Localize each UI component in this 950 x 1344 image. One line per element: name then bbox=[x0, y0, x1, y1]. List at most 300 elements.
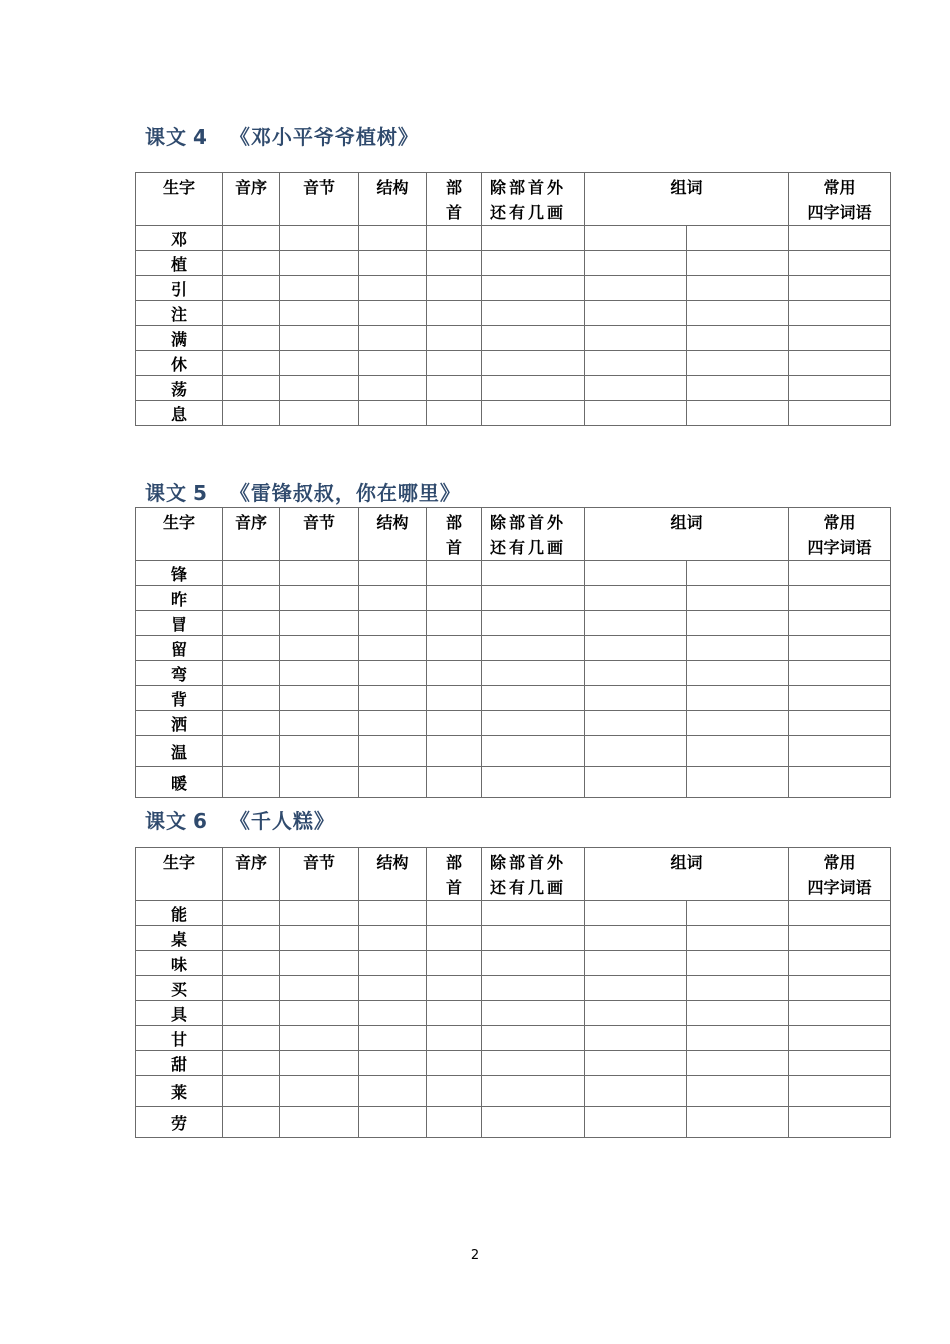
chengyu-cell[interactable] bbox=[789, 1001, 891, 1026]
header-bushou-line1: 部 bbox=[445, 853, 462, 872]
chengyu-cell[interactable] bbox=[789, 351, 891, 376]
zuci-cell-1[interactable] bbox=[585, 1001, 687, 1026]
bushou-cell[interactable] bbox=[427, 251, 482, 276]
jiegou-cell[interactable] bbox=[359, 951, 427, 976]
bihua-cell[interactable] bbox=[482, 1026, 585, 1051]
chengyu-cell[interactable] bbox=[789, 301, 891, 326]
chengyu-cell[interactable] bbox=[789, 686, 891, 711]
jiegou-cell[interactable] bbox=[359, 1107, 427, 1138]
yinxu-cell[interactable] bbox=[223, 251, 280, 276]
char-row bbox=[136, 951, 891, 976]
yinxu-cell[interactable] bbox=[223, 326, 280, 351]
header-bushou bbox=[427, 173, 482, 226]
chengyu-cell[interactable] bbox=[789, 926, 891, 951]
zuci-cell-2[interactable] bbox=[687, 1076, 789, 1107]
chengyu-cell[interactable] bbox=[789, 251, 891, 276]
zuci-cell-1[interactable] bbox=[585, 226, 687, 251]
char-cell: 冒 bbox=[136, 611, 223, 636]
chengyu-cell[interactable] bbox=[789, 586, 891, 611]
char-cell: 引 bbox=[136, 276, 223, 301]
char-cell: 锋 bbox=[136, 561, 223, 586]
header-yinjie: 音节 bbox=[280, 848, 359, 901]
header-jiegou: 结构 bbox=[359, 848, 427, 901]
header-yinxu: 音序 bbox=[223, 508, 280, 561]
bihua-cell[interactable] bbox=[482, 1076, 585, 1107]
jiegou-cell[interactable] bbox=[359, 736, 427, 767]
char-row bbox=[136, 301, 891, 326]
zuci-cell-2[interactable] bbox=[687, 1001, 789, 1026]
yinxu-cell[interactable] bbox=[223, 636, 280, 661]
zuci-cell-1[interactable] bbox=[585, 301, 687, 326]
jiegou-cell[interactable] bbox=[359, 376, 427, 401]
jiegou-cell[interactable] bbox=[359, 251, 427, 276]
char-row bbox=[136, 326, 891, 351]
yinxu-cell[interactable] bbox=[223, 736, 280, 767]
yinxu-cell[interactable] bbox=[223, 901, 280, 926]
header-bushou bbox=[427, 848, 482, 901]
bihua-cell[interactable] bbox=[482, 951, 585, 976]
zuci-cell-1[interactable] bbox=[585, 1076, 687, 1107]
char-cell: 莱 bbox=[136, 1076, 223, 1107]
zuci-cell-2[interactable] bbox=[687, 901, 789, 926]
jiegou-cell[interactable] bbox=[359, 226, 427, 251]
yinxu-cell[interactable] bbox=[223, 401, 280, 426]
zuci-cell-1[interactable] bbox=[585, 1107, 687, 1138]
header-chengyu-line1: 常用 bbox=[823, 853, 856, 872]
header-stroke-line2: 还有几画 bbox=[490, 538, 567, 557]
char-row bbox=[136, 1107, 891, 1138]
jiegou-cell[interactable] bbox=[359, 1001, 427, 1026]
bihua-cell[interactable] bbox=[482, 586, 585, 611]
char-cell: 息 bbox=[136, 401, 223, 426]
yinjie-cell[interactable] bbox=[280, 711, 359, 736]
bushou-cell[interactable] bbox=[427, 376, 482, 401]
char-cell: 温 bbox=[136, 736, 223, 767]
header-jiegou: 结构 bbox=[359, 508, 427, 561]
yinxu-cell[interactable] bbox=[223, 561, 280, 586]
bihua-cell[interactable] bbox=[482, 1107, 585, 1138]
zuci-cell-2[interactable] bbox=[687, 251, 789, 276]
zuci-cell-2[interactable] bbox=[687, 976, 789, 1001]
zuci-cell-2[interactable] bbox=[687, 226, 789, 251]
jiegou-cell[interactable] bbox=[359, 276, 427, 301]
header-stroke-count bbox=[482, 173, 585, 226]
header-chengyu-line2: 四字词语 bbox=[807, 538, 872, 557]
header-row bbox=[136, 848, 891, 901]
char-cell: 昨 bbox=[136, 586, 223, 611]
lesson-name: 《千人糕》 bbox=[229, 809, 335, 833]
zuci-cell-2[interactable] bbox=[687, 951, 789, 976]
bushou-cell[interactable] bbox=[427, 326, 482, 351]
jiegou-cell[interactable] bbox=[359, 1076, 427, 1107]
lesson-number: 6 bbox=[193, 809, 208, 833]
chengyu-cell[interactable] bbox=[789, 326, 891, 351]
zuci-cell-2[interactable] bbox=[687, 926, 789, 951]
bushou-cell[interactable] bbox=[427, 636, 482, 661]
bushou-cell[interactable] bbox=[427, 401, 482, 426]
yinxu-cell[interactable] bbox=[223, 951, 280, 976]
chengyu-cell[interactable] bbox=[789, 226, 891, 251]
zuci-cell-1[interactable] bbox=[585, 401, 687, 426]
bushou-cell[interactable] bbox=[427, 736, 482, 767]
header-bushou-line2: 首 bbox=[445, 538, 462, 557]
yinxu-cell[interactable] bbox=[223, 686, 280, 711]
yinxu-cell[interactable] bbox=[223, 661, 280, 686]
worksheet-table-lesson-6 bbox=[135, 847, 891, 1138]
yinjie-cell[interactable] bbox=[280, 276, 359, 301]
chengyu-cell[interactable] bbox=[789, 976, 891, 1001]
bihua-cell[interactable] bbox=[482, 976, 585, 1001]
bihua-cell[interactable] bbox=[482, 251, 585, 276]
bushou-cell[interactable] bbox=[427, 1026, 482, 1051]
chengyu-cell[interactable] bbox=[789, 376, 891, 401]
lesson-number: 5 bbox=[193, 481, 208, 505]
zuci-cell-2[interactable] bbox=[687, 586, 789, 611]
chengyu-cell[interactable] bbox=[789, 736, 891, 767]
bushou-cell[interactable] bbox=[427, 276, 482, 301]
yinjie-cell[interactable] bbox=[280, 401, 359, 426]
chengyu-cell[interactable] bbox=[789, 611, 891, 636]
yinjie-cell[interactable] bbox=[280, 1076, 359, 1107]
header-stroke-line1: 除部首外 bbox=[490, 178, 567, 197]
bushou-cell[interactable] bbox=[427, 1076, 482, 1107]
chengyu-cell[interactable] bbox=[789, 561, 891, 586]
bihua-cell[interactable] bbox=[482, 326, 585, 351]
yinxu-cell[interactable] bbox=[223, 351, 280, 376]
yinjie-cell[interactable] bbox=[280, 301, 359, 326]
header-stroke-line2: 还有几画 bbox=[490, 878, 567, 897]
yinxu-cell[interactable] bbox=[223, 711, 280, 736]
header-chengyu-line1: 常用 bbox=[823, 513, 856, 532]
jiegou-cell[interactable] bbox=[359, 901, 427, 926]
jiegou-cell[interactable] bbox=[359, 326, 427, 351]
zuci-cell-2[interactable] bbox=[687, 351, 789, 376]
char-row bbox=[136, 901, 891, 926]
header-shengzi: 生字 bbox=[136, 848, 223, 901]
zuci-cell-1[interactable] bbox=[585, 901, 687, 926]
yinxu-cell[interactable] bbox=[223, 1107, 280, 1138]
bushou-cell[interactable] bbox=[427, 926, 482, 951]
zuci-cell-1[interactable] bbox=[585, 686, 687, 711]
char-cell: 暖 bbox=[136, 767, 223, 798]
lesson-title-5 bbox=[145, 477, 461, 506]
lesson-name: 《邓小平爷爷植树》 bbox=[229, 125, 419, 149]
bushou-cell[interactable] bbox=[427, 1107, 482, 1138]
jiegou-cell[interactable] bbox=[359, 611, 427, 636]
page-number: 2 bbox=[470, 1248, 480, 1263]
bihua-cell[interactable] bbox=[482, 1051, 585, 1076]
bihua-cell[interactable] bbox=[482, 736, 585, 767]
zuci-cell-2[interactable] bbox=[687, 301, 789, 326]
char-cell: 劳 bbox=[136, 1107, 223, 1138]
zuci-cell-1[interactable] bbox=[585, 611, 687, 636]
zuci-cell-2[interactable] bbox=[687, 686, 789, 711]
char-row bbox=[136, 686, 891, 711]
yinjie-cell[interactable] bbox=[280, 351, 359, 376]
char-cell: 甜 bbox=[136, 1051, 223, 1076]
jiegou-cell[interactable] bbox=[359, 586, 427, 611]
lesson-name: 《雷锋叔叔，你在哪里》 bbox=[229, 481, 461, 505]
jiegou-cell[interactable] bbox=[359, 686, 427, 711]
header-yinxu: 音序 bbox=[223, 848, 280, 901]
char-cell: 弯 bbox=[136, 661, 223, 686]
zuci-cell-1[interactable] bbox=[585, 661, 687, 686]
zuci-cell-1[interactable] bbox=[585, 251, 687, 276]
yinxu-cell[interactable] bbox=[223, 611, 280, 636]
chengyu-cell[interactable] bbox=[789, 1051, 891, 1076]
jiegou-cell[interactable] bbox=[359, 351, 427, 376]
bihua-cell[interactable] bbox=[482, 661, 585, 686]
yinjie-cell[interactable] bbox=[280, 951, 359, 976]
lesson-label: 课文 bbox=[145, 809, 187, 833]
chengyu-cell[interactable] bbox=[789, 711, 891, 736]
char-row bbox=[136, 376, 891, 401]
bihua-cell[interactable] bbox=[482, 926, 585, 951]
zuci-cell-2[interactable] bbox=[687, 636, 789, 661]
bushou-cell[interactable] bbox=[427, 711, 482, 736]
zuci-cell-1[interactable] bbox=[585, 767, 687, 798]
yinxu-cell[interactable] bbox=[223, 226, 280, 251]
bushou-cell[interactable] bbox=[427, 951, 482, 976]
chengyu-cell[interactable] bbox=[789, 661, 891, 686]
bihua-cell[interactable] bbox=[482, 301, 585, 326]
bushou-cell[interactable] bbox=[427, 586, 482, 611]
zuci-cell-2[interactable] bbox=[687, 401, 789, 426]
char-row bbox=[136, 1076, 891, 1107]
bihua-cell[interactable] bbox=[482, 1001, 585, 1026]
jiegou-cell[interactable] bbox=[359, 1026, 427, 1051]
yinjie-cell[interactable] bbox=[280, 901, 359, 926]
bushou-cell[interactable] bbox=[427, 351, 482, 376]
header-shengzi: 生字 bbox=[136, 173, 223, 226]
yinjie-cell[interactable] bbox=[280, 1051, 359, 1076]
char-row bbox=[136, 611, 891, 636]
yinxu-cell[interactable] bbox=[223, 1026, 280, 1051]
bushou-cell[interactable] bbox=[427, 901, 482, 926]
char-cell: 买 bbox=[136, 976, 223, 1001]
lesson-label: 课文 bbox=[145, 125, 187, 149]
header-zuci: 组词 bbox=[585, 508, 789, 561]
header-row bbox=[136, 508, 891, 561]
jiegou-cell[interactable] bbox=[359, 1051, 427, 1076]
bihua-cell[interactable] bbox=[482, 611, 585, 636]
yinxu-cell[interactable] bbox=[223, 976, 280, 1001]
header-shengzi: 生字 bbox=[136, 508, 223, 561]
header-zuci: 组词 bbox=[585, 848, 789, 901]
zuci-cell-1[interactable] bbox=[585, 586, 687, 611]
yinxu-cell[interactable] bbox=[223, 926, 280, 951]
bihua-cell[interactable] bbox=[482, 767, 585, 798]
yinjie-cell[interactable] bbox=[280, 767, 359, 798]
zuci-cell-2[interactable] bbox=[687, 1107, 789, 1138]
yinjie-cell[interactable] bbox=[280, 376, 359, 401]
char-row bbox=[136, 926, 891, 951]
char-cell: 邓 bbox=[136, 226, 223, 251]
yinjie-cell[interactable] bbox=[280, 251, 359, 276]
bihua-cell[interactable] bbox=[482, 376, 585, 401]
zuci-cell-2[interactable] bbox=[687, 611, 789, 636]
lesson-title-6 bbox=[145, 805, 335, 834]
zuci-cell-1[interactable] bbox=[585, 326, 687, 351]
header-stroke-line1: 除部首外 bbox=[490, 853, 567, 872]
yinxu-cell[interactable] bbox=[223, 1001, 280, 1026]
jiegou-cell[interactable] bbox=[359, 301, 427, 326]
zuci-cell-1[interactable] bbox=[585, 1051, 687, 1076]
jiegou-cell[interactable] bbox=[359, 401, 427, 426]
zuci-cell-1[interactable] bbox=[585, 561, 687, 586]
bushou-cell[interactable] bbox=[427, 226, 482, 251]
bihua-cell[interactable] bbox=[482, 711, 585, 736]
bushou-cell[interactable] bbox=[427, 767, 482, 798]
chengyu-cell[interactable] bbox=[789, 636, 891, 661]
header-yinxu: 音序 bbox=[223, 173, 280, 226]
bihua-cell[interactable] bbox=[482, 276, 585, 301]
zuci-cell-2[interactable] bbox=[687, 561, 789, 586]
header-chengyu-line2: 四字词语 bbox=[807, 878, 872, 897]
char-cell: 背 bbox=[136, 686, 223, 711]
yinjie-cell[interactable] bbox=[280, 586, 359, 611]
zuci-cell-2[interactable] bbox=[687, 711, 789, 736]
zuci-cell-1[interactable] bbox=[585, 351, 687, 376]
header-bushou bbox=[427, 508, 482, 561]
yinxu-cell[interactable] bbox=[223, 586, 280, 611]
header-chengyu-line2: 四字词语 bbox=[807, 203, 872, 222]
char-row bbox=[136, 586, 891, 611]
zuci-cell-2[interactable] bbox=[687, 1026, 789, 1051]
chengyu-cell[interactable] bbox=[789, 401, 891, 426]
chengyu-cell[interactable] bbox=[789, 1026, 891, 1051]
char-row bbox=[136, 711, 891, 736]
char-row bbox=[136, 736, 891, 767]
yinjie-cell[interactable] bbox=[280, 976, 359, 1001]
yinjie-cell[interactable] bbox=[280, 926, 359, 951]
char-cell: 满 bbox=[136, 326, 223, 351]
bushou-cell[interactable] bbox=[427, 1001, 482, 1026]
yinjie-cell[interactable] bbox=[280, 686, 359, 711]
jiegou-cell[interactable] bbox=[359, 661, 427, 686]
char-cell: 植 bbox=[136, 251, 223, 276]
yinjie-cell[interactable] bbox=[280, 1001, 359, 1026]
header-row bbox=[136, 173, 891, 226]
char-row bbox=[136, 351, 891, 376]
bihua-cell[interactable] bbox=[482, 636, 585, 661]
yinjie-cell[interactable] bbox=[280, 226, 359, 251]
jiegou-cell[interactable] bbox=[359, 926, 427, 951]
lesson-title-4 bbox=[145, 121, 419, 150]
bihua-cell[interactable] bbox=[482, 686, 585, 711]
bushou-cell[interactable] bbox=[427, 976, 482, 1001]
char-cell: 洒 bbox=[136, 711, 223, 736]
jiegou-cell[interactable] bbox=[359, 636, 427, 661]
bushou-cell[interactable] bbox=[427, 561, 482, 586]
zuci-cell-2[interactable] bbox=[687, 767, 789, 798]
zuci-cell-2[interactable] bbox=[687, 736, 789, 767]
jiegou-cell[interactable] bbox=[359, 711, 427, 736]
zuci-cell-1[interactable] bbox=[585, 976, 687, 1001]
chengyu-cell[interactable] bbox=[789, 1107, 891, 1138]
zuci-cell-2[interactable] bbox=[687, 276, 789, 301]
worksheet-table-lesson-5 bbox=[135, 507, 891, 798]
char-cell: 注 bbox=[136, 301, 223, 326]
zuci-cell-1[interactable] bbox=[585, 276, 687, 301]
char-row bbox=[136, 1001, 891, 1026]
char-row bbox=[136, 661, 891, 686]
char-row bbox=[136, 401, 891, 426]
zuci-cell-1[interactable] bbox=[585, 711, 687, 736]
yinxu-cell[interactable] bbox=[223, 1076, 280, 1107]
zuci-cell-2[interactable] bbox=[687, 376, 789, 401]
char-row bbox=[136, 276, 891, 301]
bushou-cell[interactable] bbox=[427, 1051, 482, 1076]
yinjie-cell[interactable] bbox=[280, 561, 359, 586]
char-row bbox=[136, 251, 891, 276]
yinxu-cell[interactable] bbox=[223, 376, 280, 401]
char-cell: 能 bbox=[136, 901, 223, 926]
yinjie-cell[interactable] bbox=[280, 1107, 359, 1138]
yinxu-cell[interactable] bbox=[223, 767, 280, 798]
zuci-cell-2[interactable] bbox=[687, 326, 789, 351]
zuci-cell-1[interactable] bbox=[585, 1026, 687, 1051]
zuci-cell-1[interactable] bbox=[585, 926, 687, 951]
jiegou-cell[interactable] bbox=[359, 767, 427, 798]
zuci-cell-1[interactable] bbox=[585, 636, 687, 661]
jiegou-cell[interactable] bbox=[359, 976, 427, 1001]
header-zuci: 组词 bbox=[585, 173, 789, 226]
bihua-cell[interactable] bbox=[482, 401, 585, 426]
yinjie-cell[interactable] bbox=[280, 611, 359, 636]
yinxu-cell[interactable] bbox=[223, 1051, 280, 1076]
yinxu-cell[interactable] bbox=[223, 301, 280, 326]
chengyu-cell[interactable] bbox=[789, 767, 891, 798]
zuci-cell-1[interactable] bbox=[585, 376, 687, 401]
yinjie-cell[interactable] bbox=[280, 1026, 359, 1051]
bushou-cell[interactable] bbox=[427, 661, 482, 686]
yinxu-cell[interactable] bbox=[223, 276, 280, 301]
chengyu-cell[interactable] bbox=[789, 951, 891, 976]
yinjie-cell[interactable] bbox=[280, 326, 359, 351]
zuci-cell-2[interactable] bbox=[687, 661, 789, 686]
bushou-cell[interactable] bbox=[427, 686, 482, 711]
jiegou-cell[interactable] bbox=[359, 561, 427, 586]
bihua-cell[interactable] bbox=[482, 901, 585, 926]
char-row bbox=[136, 561, 891, 586]
header-chengyu-line1: 常用 bbox=[823, 178, 856, 197]
yinjie-cell[interactable] bbox=[280, 661, 359, 686]
bihua-cell[interactable] bbox=[482, 226, 585, 251]
char-row bbox=[136, 636, 891, 661]
yinjie-cell[interactable] bbox=[280, 736, 359, 767]
chengyu-cell[interactable] bbox=[789, 276, 891, 301]
bushou-cell[interactable] bbox=[427, 611, 482, 636]
header-bushou-line1: 部 bbox=[445, 178, 462, 197]
char-row bbox=[136, 226, 891, 251]
char-cell: 甘 bbox=[136, 1026, 223, 1051]
bihua-cell[interactable] bbox=[482, 351, 585, 376]
char-cell: 桌 bbox=[136, 926, 223, 951]
zuci-cell-1[interactable] bbox=[585, 736, 687, 767]
header-yinjie: 音节 bbox=[280, 173, 359, 226]
chengyu-cell[interactable] bbox=[789, 1076, 891, 1107]
bihua-cell[interactable] bbox=[482, 561, 585, 586]
zuci-cell-2[interactable] bbox=[687, 1051, 789, 1076]
char-row bbox=[136, 1026, 891, 1051]
chengyu-cell[interactable] bbox=[789, 901, 891, 926]
char-cell: 具 bbox=[136, 1001, 223, 1026]
zuci-cell-1[interactable] bbox=[585, 951, 687, 976]
yinjie-cell[interactable] bbox=[280, 636, 359, 661]
bushou-cell[interactable] bbox=[427, 301, 482, 326]
lesson-label: 课文 bbox=[145, 481, 187, 505]
